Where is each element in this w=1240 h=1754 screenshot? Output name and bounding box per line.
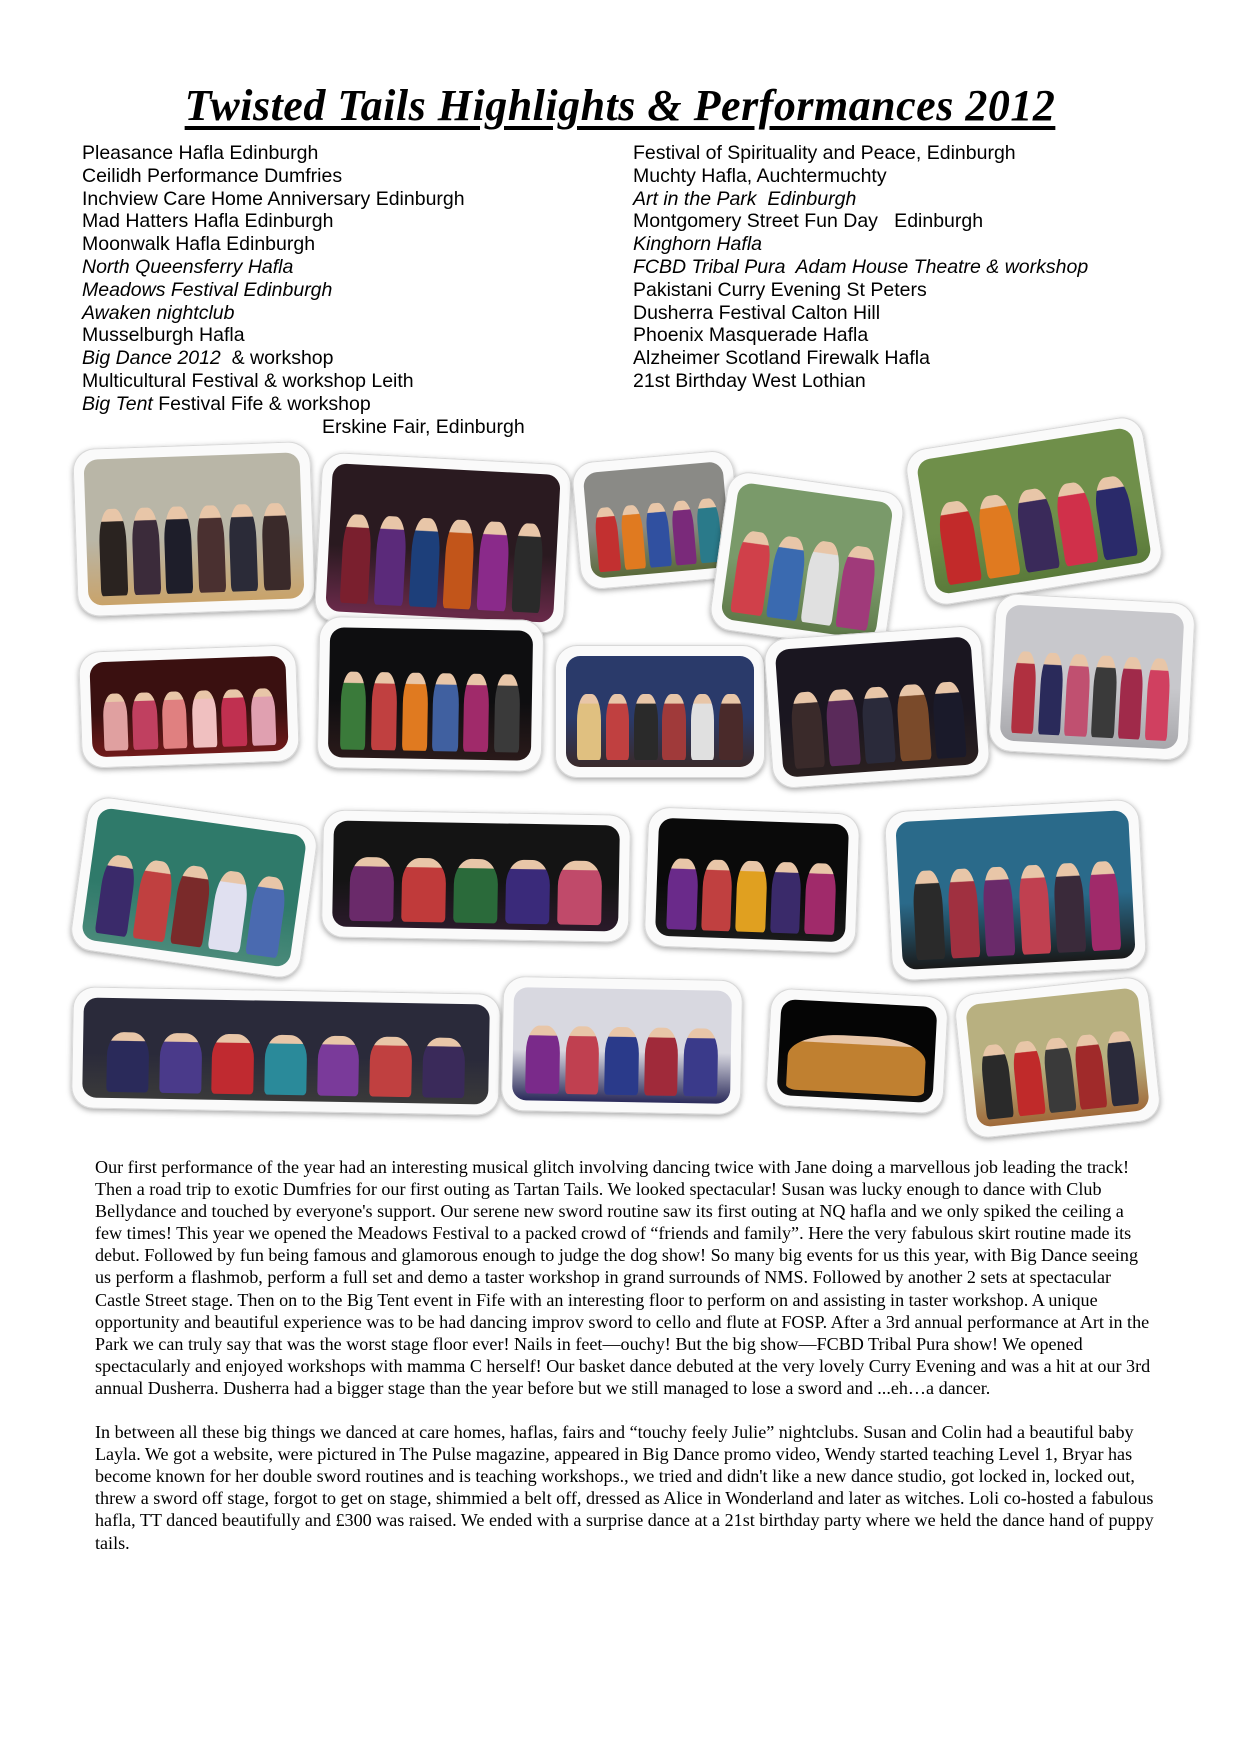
dancers-figures — [786, 1032, 926, 1097]
dancer-figure — [443, 520, 476, 610]
dancers-figures — [912, 861, 1121, 960]
dancer-figure — [349, 857, 394, 921]
photo — [765, 987, 949, 1114]
dancer-figure — [662, 694, 685, 761]
dancer-figure — [132, 692, 158, 750]
dancer-figure — [422, 1037, 465, 1098]
dancer-figure — [1038, 653, 1064, 736]
paragraph: Our first performance of the year had an interesting musical glitch involving dancing twice with Jane doing a marvellous job leading the track! Then a road trip to exotic Dumfries for our first outing as Tartan Tails. We looked spectacular! Susan was lucky enough to dance with Club Bellydance and touched by everyone's support. Our serene new sword routine saw its first outing at NQ hafla and we only spiked the ceiling a few times! This year we opened the Meadows Festival to a packed crowd of “friends and family”. Here the very fabulous skirt routine made its debut. Followed by fun being famous and glamorous enough to judge the dog show! So many big events for us this year, with Big Dance seeing us perform a flashmob, perform a full set and demo a taster workshop in grand surrounds of NMS. Followed by another 2 sets at spectacular Castle Street stage. Then on to the Big Tent event in Fife with an interesting floor to perform on and assisting in taster workshop. A unique opportunity and beautiful experience was to be had dancing improv sword to cello and flute at FOSP. After a 3rd annual performance at Art in the Park we can truly say that was the worst stage floor ever! Nails in feet—ouchy! But the big show—FCBD Tribal Pura show! We opened spectacularly and enjoyed workshops with mamma C herself! Our basket dance debuted at the very lovely Curry Evening and was a hit at our 3rd annual Dusherra. Dusherra had a bigger stage than the year before but we still managed to lose a sword and ...eh…a dancer. — [95, 1157, 1151, 1398]
dancers-figures — [790, 681, 967, 770]
dancer-figure — [317, 1036, 360, 1097]
dancer-figure — [1088, 861, 1122, 951]
dancer-figure — [594, 507, 621, 572]
dancer-figure — [912, 870, 946, 960]
dancer-figure — [245, 875, 288, 959]
dancer-figure — [170, 864, 213, 948]
dancer-figure — [770, 862, 802, 934]
event-item: Moonwalk Hafla Edinburgh — [82, 233, 316, 256]
event-item: Art in the Park Edinburgh — [633, 187, 857, 210]
dancer-figure — [735, 861, 767, 933]
photo — [953, 975, 1162, 1140]
event-item — [82, 347, 602, 370]
dancers-figures — [577, 694, 742, 761]
event-item: Awaken nightclub — [82, 301, 235, 324]
dancer-figure — [786, 1032, 926, 1097]
dancer-figure — [634, 694, 657, 761]
event-item: Pleasance Hafla Edinburgh — [82, 142, 319, 164]
event-item: Pakistani Curry Evening St Peters — [633, 278, 927, 301]
dancer-figure — [860, 686, 896, 765]
dancer-figure — [221, 689, 247, 747]
event-item: Multicultural Festival & workshop Leith — [82, 369, 414, 392]
dancer-figure — [374, 516, 407, 606]
dancer-figure — [511, 523, 544, 613]
photo — [763, 625, 991, 790]
photo-image — [777, 999, 938, 1103]
event-item: Alzheimer Scotland Firewalk Hafla — [633, 347, 930, 370]
photo-image — [89, 656, 288, 758]
dancer-figure — [494, 674, 521, 752]
dancer-figure — [1053, 481, 1099, 567]
dancer-figure — [371, 672, 398, 750]
photo-image — [566, 656, 754, 767]
dancer-figure — [1118, 657, 1144, 740]
photo — [501, 976, 743, 1115]
event-item: North Queensferry Hafla — [82, 255, 294, 278]
dancers-figures — [980, 1030, 1139, 1119]
dancer-figure — [207, 869, 250, 953]
dancer-figure — [163, 506, 193, 594]
dancer-figure — [1014, 487, 1060, 573]
dancer-figure — [691, 694, 714, 761]
events-list-left — [82, 142, 602, 438]
dancer-figure — [94, 854, 137, 938]
dancer-figure — [1104, 1030, 1138, 1106]
dancer-figure — [131, 507, 161, 595]
photo — [321, 809, 631, 942]
event-item: Meadows Festival Edinburgh — [82, 278, 333, 301]
dancer-figure — [577, 694, 600, 761]
photo — [988, 593, 1196, 761]
dancer-figure — [463, 674, 490, 752]
event-item: Muchty Hafla, Auchtermuchty — [633, 164, 887, 187]
dancer-figure — [975, 493, 1021, 579]
event-item: Ceilidh Performance Dumfries — [82, 164, 343, 187]
dancer-figure — [606, 694, 629, 761]
photo-image — [965, 987, 1150, 1127]
dancer-figure — [212, 1034, 255, 1095]
dancer-figure — [1052, 863, 1086, 953]
events-list-right — [633, 142, 1193, 393]
dancers-figures — [594, 498, 722, 572]
dancer-figure — [401, 858, 446, 922]
dancer-figure — [931, 681, 967, 760]
photo-image — [332, 821, 620, 932]
photo — [78, 644, 300, 769]
event-item-suffix: Festival Fife & workshop — [152, 392, 371, 415]
event-item: Kinghorn Hafla — [633, 233, 762, 256]
dancer-figure — [369, 1036, 412, 1097]
dancer-figure — [670, 500, 697, 565]
dancers-figures — [731, 530, 878, 631]
dancer-figure — [159, 1033, 202, 1094]
dancer-figure — [477, 521, 510, 611]
dancer-figure — [339, 514, 372, 604]
dancer-figure — [947, 868, 981, 958]
event-item: 21st Birthday West Lothian — [633, 369, 866, 392]
dancers-figures — [102, 688, 276, 751]
dancer-figure — [1092, 475, 1138, 561]
dancer-figure — [1073, 1033, 1107, 1109]
photo-image — [81, 807, 307, 968]
dancer-figure — [102, 693, 128, 751]
photo-image — [583, 461, 732, 579]
dancer-figure — [161, 691, 187, 749]
photo-image — [512, 987, 732, 1104]
dancer-figure — [825, 688, 861, 767]
event-item: Inchview Care Home Anniversary Edinburgh — [82, 187, 465, 210]
dancer-figure — [982, 867, 1016, 957]
dancer-figure — [644, 1028, 679, 1096]
dancers-figures — [94, 854, 288, 959]
event-item: Festival of Spirituality and Peace, Edinburgh — [633, 142, 1016, 164]
dancer-figure — [1011, 651, 1037, 734]
event-item: Musselburgh Hafla — [82, 324, 245, 347]
dancer-figure — [1011, 1040, 1045, 1116]
dancer-figure — [619, 504, 646, 569]
photo — [68, 795, 319, 981]
dancer-figure — [836, 544, 878, 630]
photo — [72, 441, 316, 617]
dancer-figure — [132, 859, 175, 943]
dancer-figure — [936, 499, 982, 585]
dancer-figure — [191, 690, 217, 748]
dancer-figure — [683, 1029, 718, 1097]
photo — [555, 645, 765, 778]
event-item: Dusherra Festival Calton Hill — [633, 301, 881, 324]
dancers-figures — [349, 857, 602, 925]
dancers-figures — [98, 502, 291, 596]
dancers-figures — [667, 858, 837, 935]
dancer-figure — [196, 505, 226, 593]
photo — [903, 414, 1165, 608]
dancer-figure — [1064, 654, 1090, 737]
dancer-figure — [790, 690, 826, 769]
dancer-figure — [557, 860, 602, 924]
dancer-figure — [804, 863, 836, 935]
dancer-figure — [229, 503, 259, 591]
dancer-figure — [645, 502, 672, 567]
event-item-name: Big Tent — [82, 392, 153, 415]
dancer-figure — [261, 502, 291, 590]
dancer-figure — [701, 859, 733, 931]
dancers-figures — [936, 475, 1138, 586]
photo-image — [82, 997, 490, 1104]
photo — [71, 986, 501, 1115]
dancer-figure — [1091, 655, 1117, 738]
event-item: Montgomery Street Fun Day Edinburgh — [633, 210, 984, 233]
article-body — [95, 1156, 1155, 1576]
photo-image — [720, 482, 894, 640]
dancer-figure — [667, 858, 699, 930]
dancer-figure — [402, 673, 429, 751]
dancer-figure — [604, 1027, 639, 1095]
event-item: Phoenix Masquerade Hafla — [633, 324, 869, 347]
dancer-figure — [340, 672, 367, 750]
page-title: Twisted Tails Highlights & Performances 2012 — [184, 81, 1056, 130]
event-item — [82, 393, 602, 416]
dancers-figures — [525, 1026, 718, 1097]
dancer-figure — [525, 1026, 560, 1094]
dancer-figure — [264, 1035, 307, 1096]
event-item: Erskine Fair, Edinburgh — [322, 415, 525, 438]
dancer-figure — [719, 694, 742, 761]
dancer-figure — [980, 1043, 1014, 1119]
dancer-figure — [565, 1026, 600, 1094]
paragraph: In between all these big things we danced at care homes, haflas, fairs and “touchy feely Julie” nightclubs. Susan and Colin had a beautiful baby Layla. We got a website, were pictured in The Pulse magazine, appeared in Big Dance promo video, Wendy started teaching Level 1, Bryar has become known for her double sword routines and is teaching workshops., we tried and didn't like a new dance studio, got locked in, locked out, threw a sword off stage, forgot to get on stage, shimmied a belt off, dressed as Alice in Wonderland and later as witches. Loli co-hosted a fabulous hafla, TT danced beautifully and £300 was raised. We ended with a surprise dance at a 21st birthday party where we held the dance hand of puppy tails. — [95, 1422, 1154, 1553]
dancer-figure — [250, 688, 276, 746]
photo — [317, 616, 545, 772]
photo-image — [84, 452, 305, 605]
photo-image — [895, 810, 1135, 970]
dancer-figure — [1042, 1037, 1076, 1113]
dancer-figure — [408, 518, 441, 608]
event-item-suffix: & workshop — [220, 347, 334, 370]
photo-image — [916, 427, 1153, 595]
event-item-name: Big Dance 2012 — [82, 347, 221, 370]
photo-image — [328, 627, 533, 761]
dancer-figure — [98, 508, 128, 596]
photo-image — [1000, 604, 1185, 749]
dancers-figures — [1011, 651, 1172, 741]
dancers-figures — [340, 672, 520, 753]
photo-image — [325, 463, 560, 623]
dancer-figure — [432, 673, 459, 751]
photo — [708, 469, 907, 652]
dancer-figure — [505, 860, 550, 924]
dancers-figures — [107, 1032, 465, 1098]
photo — [884, 798, 1148, 981]
dancer-figure — [1145, 658, 1171, 741]
photo — [314, 452, 573, 635]
photo — [644, 806, 861, 953]
photo-image — [655, 818, 849, 943]
event-item: Mad Hatters Hafla Edinburgh — [82, 210, 334, 233]
dancer-figure — [107, 1032, 150, 1093]
dancer-figure — [1017, 865, 1051, 955]
dancers-figures — [339, 514, 544, 613]
dancer-figure — [896, 683, 932, 762]
event-item: FCBD Tribal Pura Adam House Theatre & workshop — [633, 255, 1089, 278]
dancer-figure — [453, 859, 498, 923]
photo-image — [775, 636, 979, 777]
